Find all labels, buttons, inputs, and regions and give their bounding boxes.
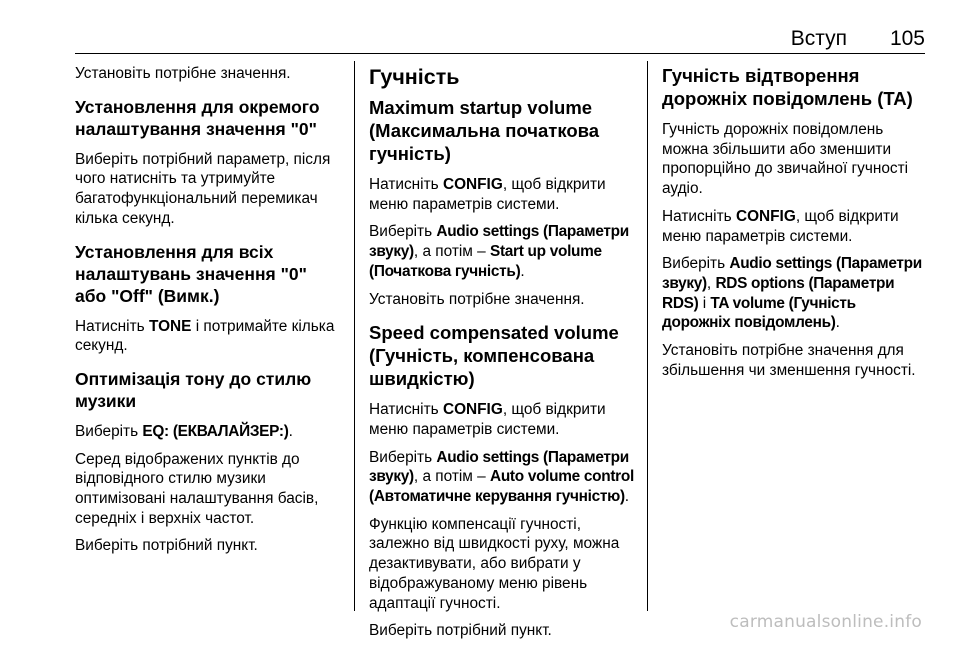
- text: Виберіть: [369, 448, 437, 466]
- paragraph: Установіть потрібне значення.: [75, 65, 291, 82]
- text: , щоб відкрити меню параметрів системи.: [369, 401, 606, 438]
- heading-volume: Гучність: [369, 65, 460, 89]
- heading-all-reset: Установлення для всіх налаштувань значення "0" або "Off" (Вимк.): [75, 241, 307, 306]
- menu-item-audio-settings: Audio settings (Параметри звуку): [369, 223, 629, 261]
- text: .: [520, 262, 525, 280]
- heading-ta-volume: Гучність відтворення дорожніх повідомлень (TA): [662, 65, 913, 109]
- paragraph: Виберіть потрібний параметр, після чого натисніть та утримуйте багатофункціональний перемикач кілька секунд.: [75, 150, 331, 227]
- button-name-config: CONFIG: [735, 207, 796, 225]
- heading-speed-compensated-volume: Speed compensated volume (Гучність, компенсована швидкістю): [369, 322, 619, 390]
- menu-item-eq: EQ: (ЕКВАЛАЙЗЕР:): [142, 422, 289, 440]
- menu-item-startup-volume: Start up volume (Початкова гучність): [369, 243, 602, 280]
- text: Натисніть: [662, 207, 736, 225]
- paragraph: Функцію компенсації гучності, залежно від швидкості руху, можна дезактивувати, або вибрати у відображуваному меню рівень адаптації гучності.: [369, 515, 620, 612]
- column-divider-2: [647, 61, 648, 611]
- paragraph: [75, 317, 343, 356]
- text: Виберіть: [75, 422, 143, 440]
- text: Натисніть: [369, 176, 443, 193]
- heading-optimize-tone: Оптимізація тону до стилю музики: [75, 368, 312, 411]
- paragraph: Виберіть потрібний пункт.: [75, 537, 258, 555]
- text: , а потім –: [413, 243, 490, 261]
- paragraph: [662, 254, 926, 333]
- menu-item-audio-settings: Audio settings (Параметри звуку): [662, 255, 922, 292]
- column-3: [662, 64, 926, 388]
- button-name-config: CONFIG: [442, 401, 503, 419]
- menu-item-ta-volume: TA volume (Гучність дорожніх повідомлень): [662, 294, 856, 332]
- text: , щоб відкрити меню параметрів системи.: [369, 176, 606, 213]
- column-2: [369, 64, 635, 649]
- menu-item-audio-settings: Audio settings (Параметри звуку): [369, 448, 629, 486]
- text: Виберіть: [662, 255, 730, 273]
- header-rule: [75, 53, 925, 54]
- text: і: [698, 294, 711, 312]
- text: .: [288, 422, 293, 440]
- paragraph: Установіть потрібне значення для збільшення чи зменшення гучності.: [662, 342, 916, 379]
- paragraph: [369, 448, 635, 507]
- text: .: [835, 314, 840, 332]
- text: ,: [706, 274, 716, 292]
- section-title: Вступ: [790, 27, 847, 50]
- watermark: carmanualsonline.info: [729, 612, 922, 632]
- paragraph: [369, 400, 635, 439]
- paragraph: [75, 422, 343, 442]
- text: , щоб відкрити меню параметрів системи.: [662, 207, 899, 245]
- page-header: [0, 26, 925, 52]
- menu-item-auto-volume-control: Auto volume control (Автоматичне керування гучністю): [369, 468, 634, 506]
- button-name-tone: TONE: [148, 317, 192, 335]
- text: Натисніть: [369, 401, 443, 419]
- paragraph: [369, 222, 635, 281]
- paragraph: Установіть потрібне значення.: [369, 290, 585, 308]
- paragraph: [662, 207, 926, 246]
- text: , а потім –: [413, 468, 490, 486]
- text: Натисніть: [75, 317, 149, 335]
- text: .: [624, 488, 630, 506]
- menu-item-rds-options: RDS options (Параметри RDS): [662, 274, 895, 312]
- text: і потримайте кілька секунд.: [75, 317, 335, 355]
- heading-individual-reset: Установлення для окремого налаштування значення "0": [75, 96, 320, 139]
- column-divider-1: [354, 61, 355, 611]
- paragraph: Виберіть потрібний пункт.: [369, 622, 552, 640]
- page-number: 105: [889, 27, 925, 50]
- paragraph: Гучність дорожніх повідомлень можна збільшити або зменшити пропорційно до звичайної гучності аудіо.: [662, 121, 909, 198]
- button-name-config: CONFIG: [442, 176, 503, 193]
- text: Виберіть: [369, 223, 437, 241]
- paragraph: [369, 175, 635, 214]
- paragraph: Серед відображених пунктів до відповідного стилю музики оптимізовані налаштування басів, середніх і верхніх частот.: [75, 450, 319, 527]
- heading-max-startup-volume: Maximum startup volume (Максимальна початкова гучність): [369, 97, 600, 164]
- column-1: [75, 64, 343, 564]
